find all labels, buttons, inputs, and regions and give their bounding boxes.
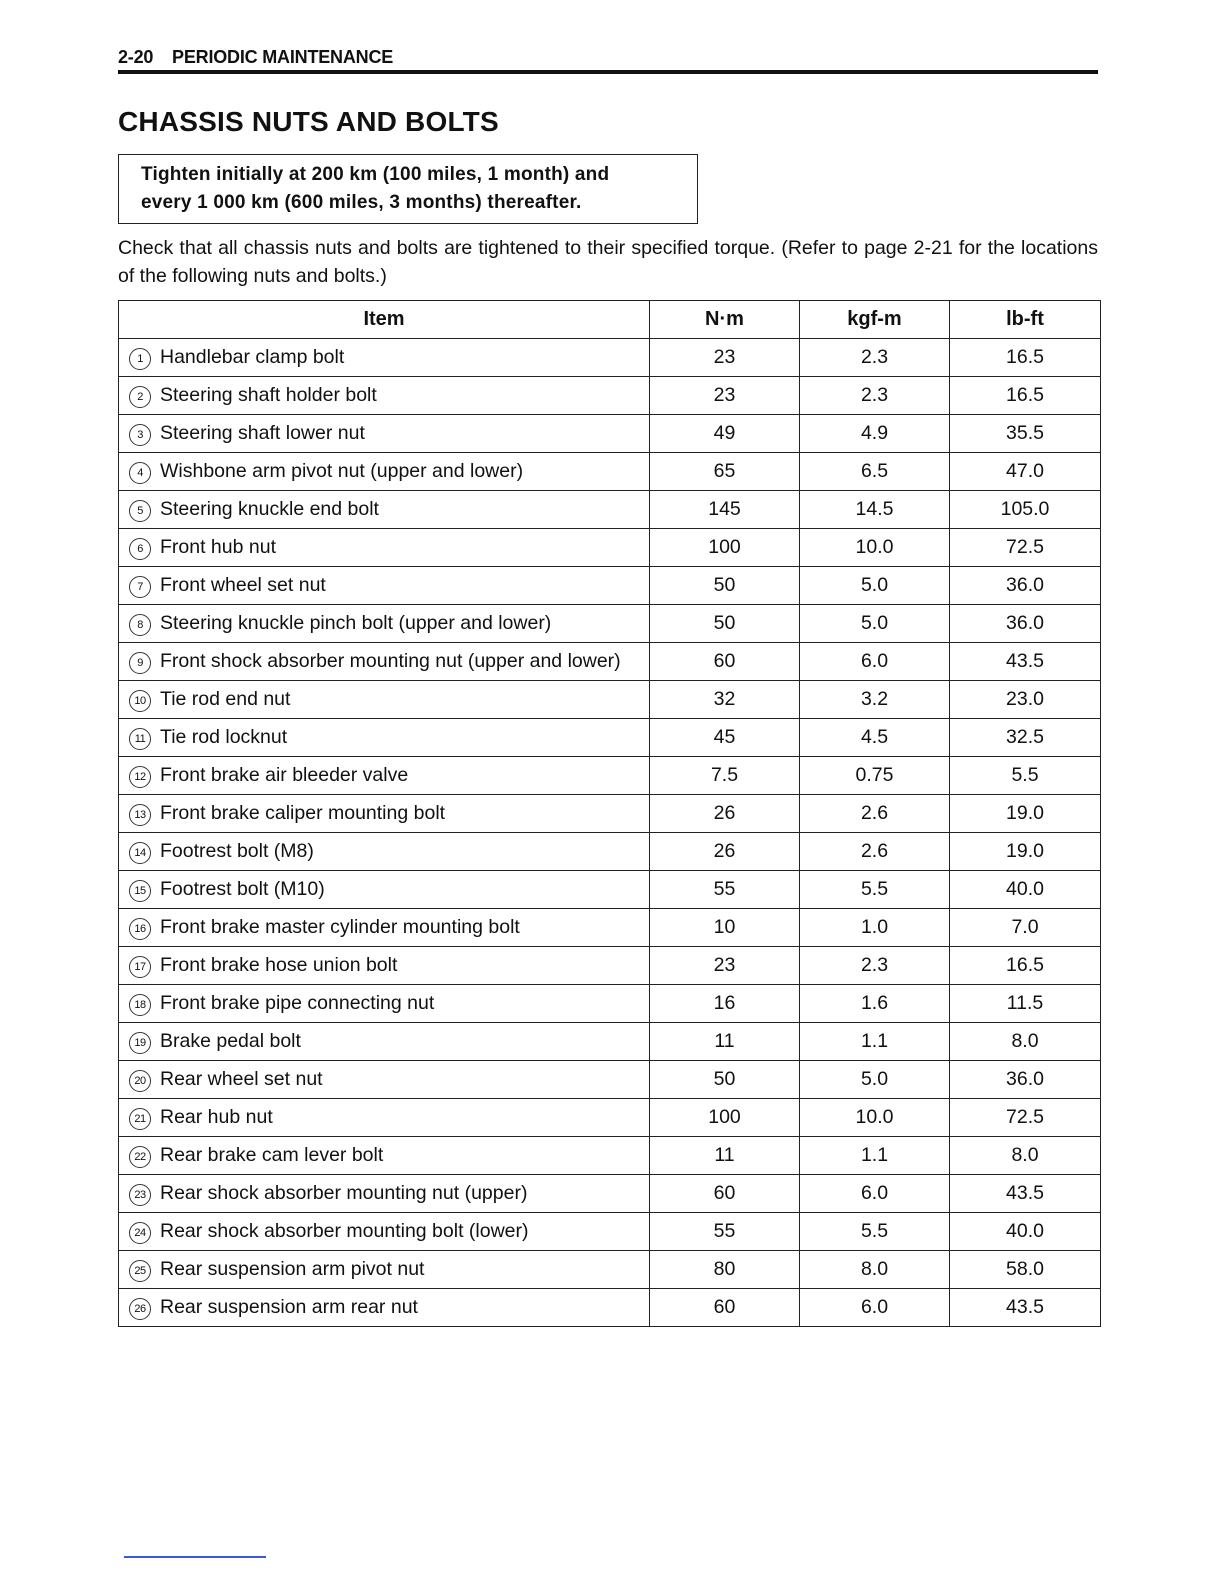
table-row <box>119 1175 1101 1213</box>
item-name: Footrest bolt (M8) <box>160 839 314 862</box>
item-name: Rear suspension arm rear nut <box>160 1295 418 1318</box>
table-row <box>119 1251 1101 1289</box>
item-cell <box>119 377 650 415</box>
item-name: Steering shaft lower nut <box>160 421 365 444</box>
torque-lbft: 32.5 <box>950 719 1101 757</box>
item-name: Front hub nut <box>160 535 276 558</box>
table-row <box>119 567 1101 605</box>
torque-lbft: 72.5 <box>950 1099 1101 1137</box>
torque-nm: 145 <box>650 491 800 529</box>
table-row <box>119 1061 1101 1099</box>
table-row <box>119 757 1101 795</box>
torque-lbft: 40.0 <box>950 1213 1101 1251</box>
item-cell <box>119 605 650 643</box>
item-cell <box>119 415 650 453</box>
torque-nm: 11 <box>650 1023 800 1061</box>
torque-lbft: 11.5 <box>950 985 1101 1023</box>
torque-table <box>118 300 1101 1327</box>
item-cell <box>119 681 650 719</box>
torque-kgfm: 8.0 <box>800 1251 950 1289</box>
torque-lbft: 23.0 <box>950 681 1101 719</box>
item-cell <box>119 1099 650 1137</box>
torque-kgfm: 5.5 <box>800 1213 950 1251</box>
torque-kgfm: 2.6 <box>800 833 950 871</box>
table-row <box>119 681 1101 719</box>
torque-lbft: 16.5 <box>950 339 1101 377</box>
item-number-badge: 23 <box>129 1184 151 1206</box>
item-number-badge: 6 <box>129 538 151 560</box>
torque-kgfm: 4.5 <box>800 719 950 757</box>
notice-line-1: Tighten initially at 200 km (100 miles, 1 month) and <box>141 164 610 185</box>
table-row <box>119 491 1101 529</box>
torque-lbft: 8.0 <box>950 1023 1101 1061</box>
footer-rule <box>124 1556 266 1558</box>
torque-nm: 11 <box>650 1137 800 1175</box>
item-name: Rear wheel set nut <box>160 1067 323 1090</box>
item-name: Front brake pipe connecting nut <box>160 991 435 1014</box>
torque-kgfm: 10.0 <box>800 1099 950 1137</box>
torque-kgfm: 1.0 <box>800 909 950 947</box>
torque-lbft: 35.5 <box>950 415 1101 453</box>
item-cell <box>119 719 650 757</box>
column-header-item: Item <box>119 301 650 339</box>
page-number: 2-20 <box>118 47 154 67</box>
table-row <box>119 985 1101 1023</box>
item-number-badge: 25 <box>129 1260 151 1282</box>
table-row <box>119 909 1101 947</box>
item-name: Handlebar clamp bolt <box>160 345 345 368</box>
item-number-badge: 5 <box>129 500 151 522</box>
table-row <box>119 795 1101 833</box>
item-cell <box>119 985 650 1023</box>
torque-lbft: 43.5 <box>950 643 1101 681</box>
torque-nm: 10 <box>650 909 800 947</box>
item-number-badge: 15 <box>129 880 151 902</box>
torque-kgfm: 6.0 <box>800 1175 950 1213</box>
column-header-kgfm: kgf-m <box>800 301 950 339</box>
torque-lbft: 47.0 <box>950 453 1101 491</box>
item-cell <box>119 453 650 491</box>
item-number-badge: 8 <box>129 614 151 636</box>
item-number-badge: 17 <box>129 956 151 978</box>
item-number-badge: 14 <box>129 842 151 864</box>
item-cell <box>119 757 650 795</box>
torque-nm: 16 <box>650 985 800 1023</box>
item-number-badge: 1 <box>129 348 151 370</box>
item-number-badge: 20 <box>129 1070 151 1092</box>
table-row <box>119 833 1101 871</box>
torque-lbft: 19.0 <box>950 795 1101 833</box>
item-cell <box>119 1175 650 1213</box>
item-cell <box>119 339 650 377</box>
torque-kgfm: 5.0 <box>800 1061 950 1099</box>
torque-kgfm: 2.6 <box>800 795 950 833</box>
torque-nm: 23 <box>650 947 800 985</box>
item-number-badge: 11 <box>129 728 151 750</box>
item-name: Tie rod end nut <box>160 687 291 710</box>
torque-nm: 60 <box>650 1289 800 1327</box>
torque-nm: 23 <box>650 339 800 377</box>
torque-kgfm: 10.0 <box>800 529 950 567</box>
torque-nm: 80 <box>650 1251 800 1289</box>
item-name: Rear shock absorber mounting nut (upper) <box>160 1181 528 1204</box>
torque-kgfm: 3.2 <box>800 681 950 719</box>
chapter-title: PERIODIC MAINTENANCE <box>172 47 394 67</box>
maintenance-interval-notice <box>118 154 698 224</box>
torque-lbft: 40.0 <box>950 871 1101 909</box>
torque-kgfm: 6.0 <box>800 643 950 681</box>
table-row <box>119 1137 1101 1175</box>
table-row <box>119 1023 1101 1061</box>
item-number-badge: 24 <box>129 1222 151 1244</box>
torque-nm: 23 <box>650 377 800 415</box>
torque-lbft: 36.0 <box>950 605 1101 643</box>
section-title: CHASSIS NUTS AND BOLTS <box>118 106 499 137</box>
torque-lbft: 8.0 <box>950 1137 1101 1175</box>
item-name: Footrest bolt (M10) <box>160 877 325 900</box>
item-cell <box>119 795 650 833</box>
item-cell <box>119 1061 650 1099</box>
torque-nm: 50 <box>650 605 800 643</box>
torque-lbft: 19.0 <box>950 833 1101 871</box>
item-cell <box>119 643 650 681</box>
item-name: Rear suspension arm pivot nut <box>160 1257 425 1280</box>
item-number-badge: 22 <box>129 1146 151 1168</box>
item-cell <box>119 567 650 605</box>
item-name: Steering knuckle pinch bolt (upper and lower) <box>160 611 552 634</box>
table-row <box>119 947 1101 985</box>
torque-nm: 50 <box>650 567 800 605</box>
torque-kgfm: 1.6 <box>800 985 950 1023</box>
item-name: Front brake master cylinder mounting bolt <box>160 915 520 938</box>
table-row <box>119 1213 1101 1251</box>
torque-lbft: 58.0 <box>950 1251 1101 1289</box>
page-header <box>118 44 1098 74</box>
item-name: Wishbone arm pivot nut (upper and lower) <box>160 459 524 482</box>
torque-lbft: 16.5 <box>950 377 1101 415</box>
item-name: Front brake air bleeder valve <box>160 763 409 786</box>
table-header-row <box>119 301 1101 339</box>
torque-lbft: 43.5 <box>950 1175 1101 1213</box>
item-number-badge: 9 <box>129 652 151 674</box>
item-cell <box>119 491 650 529</box>
torque-nm: 60 <box>650 1175 800 1213</box>
table-row <box>119 377 1101 415</box>
torque-nm: 26 <box>650 833 800 871</box>
torque-nm: 7.5 <box>650 757 800 795</box>
torque-lbft: 36.0 <box>950 567 1101 605</box>
item-cell <box>119 1289 650 1327</box>
item-cell <box>119 833 650 871</box>
torque-nm: 26 <box>650 795 800 833</box>
torque-lbft: 5.5 <box>950 757 1101 795</box>
torque-nm: 45 <box>650 719 800 757</box>
torque-nm: 50 <box>650 1061 800 1099</box>
item-name: Front wheel set nut <box>160 573 326 596</box>
table-row <box>119 529 1101 567</box>
table-row <box>119 605 1101 643</box>
torque-lbft: 16.5 <box>950 947 1101 985</box>
torque-kgfm: 6.5 <box>800 453 950 491</box>
torque-kgfm: 4.9 <box>800 415 950 453</box>
item-cell <box>119 871 650 909</box>
item-number-badge: 3 <box>129 424 151 446</box>
item-number-badge: 4 <box>129 462 151 484</box>
item-cell <box>119 1251 650 1289</box>
table-row <box>119 453 1101 491</box>
item-name: Front brake caliper mounting bolt <box>160 801 446 824</box>
column-header-nm: N·m <box>650 301 800 339</box>
torque-nm: 55 <box>650 871 800 909</box>
table-row <box>119 415 1101 453</box>
torque-nm: 100 <box>650 1099 800 1137</box>
torque-kgfm: 1.1 <box>800 1023 950 1061</box>
item-name: Rear hub nut <box>160 1105 273 1128</box>
item-cell <box>119 1023 650 1061</box>
torque-lbft: 72.5 <box>950 529 1101 567</box>
item-number-badge: 16 <box>129 918 151 940</box>
item-name: Steering shaft holder bolt <box>160 383 377 406</box>
item-number-badge: 12 <box>129 766 151 788</box>
item-name: Steering knuckle end bolt <box>160 497 379 520</box>
torque-nm: 100 <box>650 529 800 567</box>
notice-line-2: every 1 000 km (600 miles, 3 months) thereafter. <box>141 192 582 213</box>
item-number-badge: 10 <box>129 690 151 712</box>
item-name: Front brake hose union bolt <box>160 953 398 976</box>
item-cell <box>119 947 650 985</box>
torque-kgfm: 1.1 <box>800 1137 950 1175</box>
table-row <box>119 1099 1101 1137</box>
intro-paragraph: Check that all chassis nuts and bolts are tightened to their specified torque. (Refer to page 2-21 for the locations of the following nuts and bolts.) <box>118 237 1098 287</box>
item-number-badge: 21 <box>129 1108 151 1130</box>
item-number-badge: 19 <box>129 1032 151 1054</box>
torque-nm: 32 <box>650 681 800 719</box>
torque-kgfm: 14.5 <box>800 491 950 529</box>
item-number-badge: 18 <box>129 994 151 1016</box>
item-name: Brake pedal bolt <box>160 1029 301 1052</box>
torque-lbft: 105.0 <box>950 491 1101 529</box>
torque-lbft: 36.0 <box>950 1061 1101 1099</box>
torque-kgfm: 5.5 <box>800 871 950 909</box>
torque-nm: 65 <box>650 453 800 491</box>
torque-kgfm: 0.75 <box>800 757 950 795</box>
torque-kgfm: 2.3 <box>800 339 950 377</box>
item-number-badge: 7 <box>129 576 151 598</box>
item-cell <box>119 1213 650 1251</box>
table-row <box>119 719 1101 757</box>
torque-table-body <box>119 339 1101 1327</box>
torque-lbft: 7.0 <box>950 909 1101 947</box>
item-name: Front shock absorber mounting nut (upper and lower) <box>160 649 621 672</box>
table-row <box>119 1289 1101 1327</box>
item-number-badge: 13 <box>129 804 151 826</box>
table-row <box>119 871 1101 909</box>
torque-kgfm: 6.0 <box>800 1289 950 1327</box>
table-row <box>119 643 1101 681</box>
item-cell <box>119 909 650 947</box>
item-cell <box>119 1137 650 1175</box>
torque-kgfm: 5.0 <box>800 605 950 643</box>
torque-nm: 55 <box>650 1213 800 1251</box>
item-number-badge: 26 <box>129 1298 151 1320</box>
item-number-badge: 2 <box>129 386 151 408</box>
item-cell <box>119 529 650 567</box>
torque-kgfm: 5.0 <box>800 567 950 605</box>
torque-lbft: 43.5 <box>950 1289 1101 1327</box>
column-header-lbft: lb-ft <box>950 301 1101 339</box>
item-name: Rear shock absorber mounting bolt (lower) <box>160 1219 529 1242</box>
item-name: Tie rod locknut <box>160 725 288 748</box>
torque-nm: 49 <box>650 415 800 453</box>
torque-kgfm: 2.3 <box>800 377 950 415</box>
torque-nm: 60 <box>650 643 800 681</box>
table-row <box>119 339 1101 377</box>
torque-kgfm: 2.3 <box>800 947 950 985</box>
item-name: Rear brake cam lever bolt <box>160 1143 384 1166</box>
